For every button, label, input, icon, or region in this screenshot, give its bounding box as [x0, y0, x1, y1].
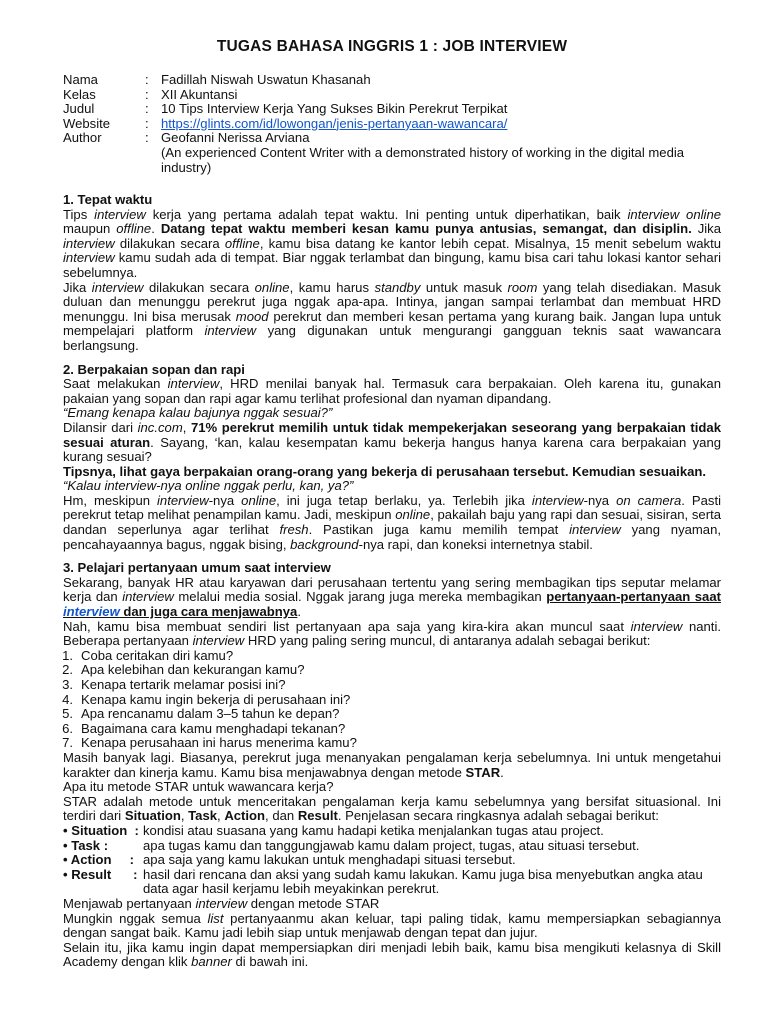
star-text: hasil dari rencana dan aksi yang sudah kamu lakukan. Kamu juga bisa menyebutkan angka atau data agar hasil kerjamu lebih meyakinkan perekrut. — [143, 866, 703, 897]
inline-link[interactable]: pertanyaan-pertanyaan saat interview dan juga cara menjawabnya — [63, 589, 721, 620]
list-item — [63, 824, 721, 839]
meta-block — [63, 73, 721, 175]
list-number: 4. — [62, 691, 73, 707]
list-text: Apa kelebihan dan kekurangan kamu? — [81, 662, 305, 678]
list-item — [63, 693, 721, 708]
list-text: Kenapa perusahaan ini harus menerima kamu? — [81, 735, 357, 751]
paragraph: STAR adalah metode untuk menceritakan pengalaman kerja kamu sebelumnya yang bersifat situasional. Ini terdiri dari Situation, Task, Action, dan Result. Penjelasan secara ringkasnya adalah sebagai berikut: — [63, 793, 721, 824]
meta-row-judul — [63, 102, 721, 117]
meta-value: 10 Tips Interview Kerja Yang Sukses Bikin Perekrut Terpikat — [161, 101, 508, 117]
list-text: Kenapa kamu ingin bekerja di perusahaan ini? — [81, 691, 351, 707]
paragraph: Hm, meskipun interview-nya online, ini juga tetap berlaku, ya. Terlebih jika interview-nya on camera. Pasti perekrut tetap melihat penampilan kamu. Jadi, meskipun online, pakailah baju yang rapi dan sesuai, sisiran, serta dandan seperlunya agar terlihat fresh. Pastikan juga kamu memilih tempat interview yang nyaman, pencahayaannya bagus, nggak bising, background-nya rapi, dan koneksi internetnya stabil. — [63, 492, 722, 552]
paragraph: Masih banyak lagi. Biasanya, perekrut juga menanyakan pengalaman kerja sebelumnya. Ini untuk mengetahui karakter dan kinerja kamu. Kamu bisa menjawabnya dengan metode STAR. — [63, 749, 721, 780]
list-text: Coba ceritakan diri kamu? — [81, 647, 234, 663]
paragraph: Menjawab pertanyaan interview dengan metode STAR — [63, 895, 380, 911]
list-number: 1. — [62, 647, 73, 663]
list-number: 5. — [62, 706, 73, 722]
list-number: 7. — [62, 735, 73, 751]
star-key: • Task : — [63, 837, 109, 853]
paragraph: Jika interview dilakukan secara online, kamu harus standby untuk masuk room yang telah disediakan. Masuk duluan dan menunggu perekrut juga nggak apa-apa. Intinya, jangan sampai terlambat dan membuat HRD menunggu. Ini bisa merusak mood perekrut dan memberi kesan pertama yang kurang baik. Jangan lupa untuk mempelajari platform interview yang digunakan untuk mengurangi gangguan teknis saat wawancara berlangsung. — [63, 279, 721, 353]
star-list — [63, 824, 721, 897]
meta-key: Author — [63, 130, 102, 146]
list-item — [63, 868, 721, 897]
meta-row-website — [63, 117, 721, 132]
list-item — [63, 722, 721, 737]
list-item — [63, 707, 721, 722]
paragraph: Mungkin nggak semua list pertanyaanmu akan keluar, tapi paling tidak, kamu mempersiapkan sebagiannya dengan sangat baik. Kamu jadi lebih siap untuk menjawab dengan tepat dan jujur. — [63, 910, 721, 941]
quote: “Emang kenapa kalau bajunya nggak sesuai?” — [63, 405, 333, 421]
meta-colon: : — [145, 130, 149, 146]
star-key: • Action : — [63, 852, 135, 868]
document-title: TUGAS BAHASA INGGRIS 1 : JOB INTERVIEW — [216, 38, 568, 55]
paragraph: Sekarang, banyak HR atau karyawan dari perusahaan tertentu yang sering membagikan tips seputar melamar kerja dan interview melalui media sosial. Nggak jarang juga mereka membagikan pertanyaan-pertanyaan saat interview dan juga cara menjawabnya. — [63, 574, 721, 620]
list-item — [63, 649, 721, 664]
quote: “Kalau interview-nya online nggak perlu, kan, ya?” — [63, 478, 354, 494]
list-text: Apa rencanamu dalam 3–5 tahun ke depan? — [81, 706, 340, 722]
website-link[interactable]: https://glints.com/id/lowongan/jenis-pertanyaan-wawancara/ — [161, 115, 508, 131]
meta-colon: : — [145, 72, 149, 87]
section-title: 1. Tepat waktu — [63, 192, 153, 207]
paragraph: Saat melakukan interview, HRD menilai banyak hal. Termasuk cara berpakaian. Oleh karena itu, gunakan pakaian yang sopan dan rapi agar kamu terlihat profesional dan nyaman dipandang. — [63, 376, 721, 406]
list-item — [63, 839, 721, 854]
paragraph: Tipsnya, lihat gaya berpakaian orang-orang yang bekerja di perusahaan tersebut. Kemudian sesuaikan. — [63, 463, 707, 479]
star-text: apa saja yang kamu lakukan untuk menghadapi situasi tersebut. — [143, 852, 516, 868]
meta-colon: : — [145, 101, 149, 117]
paragraph: Dilansir dari inc.com, 71% perekrut memilih untuk tidak mempekerjakan seseorang yang berpakaian tidak sesuai aturan. Sayang, ‘kan, kalau kesempatan kamu bekerja hangus hanya karena cara berpakaian yang kurang sesuai? — [63, 419, 722, 465]
list-number: 3. — [62, 677, 73, 692]
list-number: 2. — [62, 662, 73, 678]
paragraph: Nah, kamu bisa membuat sendiri list pertanyaan apa saja yang kira-kira akan muncul saat interview nanti. Beberapa pertanyaan interview HRD yang paling sering muncul, di antaranya adalah sebagai berikut: — [63, 618, 721, 649]
list-item — [63, 736, 721, 751]
list-item — [63, 678, 721, 693]
section-title: 3. Pelajari pertanyaan umum saat interview — [63, 560, 331, 576]
meta-colon: : — [145, 115, 149, 131]
meta-row-nama — [63, 73, 721, 88]
meta-key: Nama — [63, 72, 98, 87]
meta-row-author-note — [63, 146, 721, 175]
list-number: 6. — [62, 720, 73, 736]
meta-key: Judul — [63, 101, 95, 117]
star-key: • Result : — [63, 866, 138, 882]
paragraph: Apa itu metode STAR untuk wawancara kerja? — [63, 779, 334, 795]
meta-row-author — [63, 131, 721, 146]
section-title: 2. Berpakaian sopan dan rapi — [63, 361, 245, 377]
meta-value: Geofanni Nerissa Arviana — [161, 130, 310, 146]
meta-key: Website — [63, 115, 111, 131]
meta-colon: : — [145, 86, 149, 102]
meta-key: Kelas — [63, 86, 96, 102]
document-body — [63, 193, 721, 970]
paragraph: Selain itu, jika kamu ingin dapat mempersiapkan diri menjadi lebih baik, kamu bisa mengikuti kelasnya di Skill Academy dengan klik banner di bawah ini. — [63, 939, 721, 970]
question-list — [63, 649, 721, 751]
list-item — [63, 853, 721, 868]
meta-row-kelas — [63, 88, 721, 103]
star-key: • Situation : — [63, 822, 139, 838]
star-text: kondisi atau suasana yang kamu hadapi ketika menjalankan tugas atau project. — [143, 822, 604, 838]
star-text: apa tugas kamu dan tanggungjawab kamu dalam project, tugas, atau situasi tersebut. — [143, 837, 640, 853]
list-item — [63, 663, 721, 678]
meta-value — [161, 117, 721, 132]
list-text: Kenapa tertarik melamar posisi ini? — [81, 677, 286, 692]
author-note: (An experienced Content Writer with a demonstrated history of working in the digital media industry) — [161, 144, 685, 175]
meta-value: Fadillah Niswah Uswatun Khasanah — [161, 72, 371, 87]
meta-value: XII Akuntansi — [161, 86, 238, 102]
paragraph: Tips interview kerja yang pertama adalah tepat waktu. Ini penting untuk diperhatikan, baik interview online maupun offline. Datang tepat waktu memberi kesan kamu punya antusias, semangat, dan disiplin. Jika interview dilakukan secara offline, kamu bisa datang ke kantor lebih cepat. Misalnya, 15 menit sebelum waktu interview kamu sudah ada di tempat. Biar nggak terlambat dan bingung, kamu bisa cari tahu lokasi kantor sehari sebelumnya. — [63, 206, 722, 280]
list-text: Bagaimana cara kamu menghadapi tekanan? — [81, 720, 346, 736]
